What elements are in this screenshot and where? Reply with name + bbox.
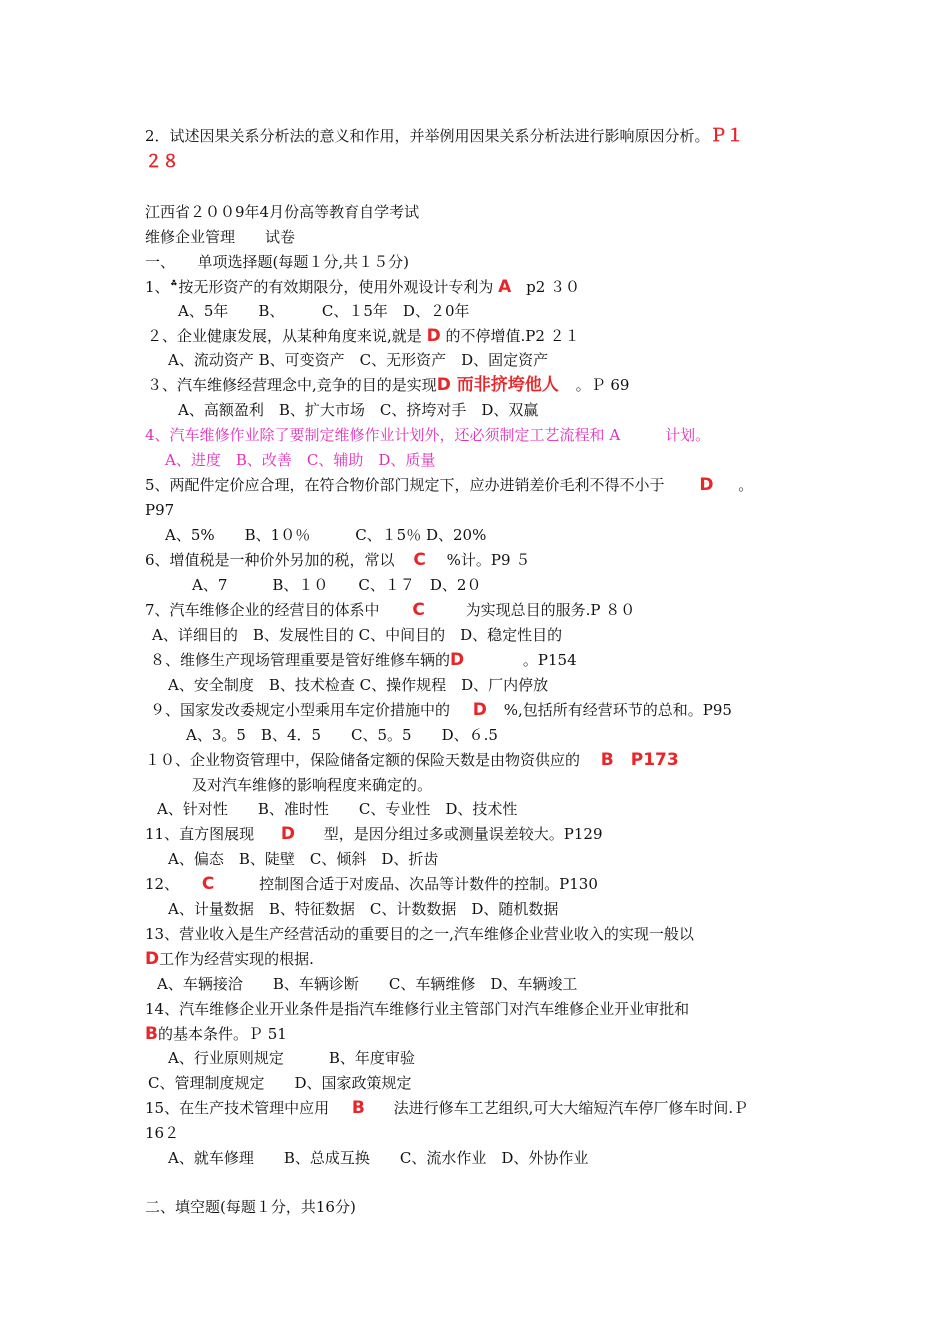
- question-3: [147, 375, 629, 397]
- question-stem-end: 。: [738, 476, 754, 494]
- question-13-continued: [145, 949, 314, 971]
- question-ref: 为实现总目的服务.P ８０: [465, 601, 636, 619]
- question-11: [145, 824, 603, 846]
- question-answer: D 而非挤垮他人: [436, 375, 559, 395]
- question-13-options: A、车辆接洽 B、车辆诊断 C、车辆维修 D、车辆竣工: [157, 975, 578, 993]
- question-stem-end: 工作为经营实现的根据.: [159, 950, 314, 968]
- question-14-options-2: C、管理制度规定 D、国家政策规定: [148, 1074, 412, 1092]
- question-5-ref: P97: [145, 501, 175, 519]
- question-10: [145, 750, 679, 772]
- question-answer: C: [201, 874, 215, 894]
- question-1-options: A、5年 B、 C、１5年 D、２0年: [178, 302, 470, 320]
- question-2-options: A、流动资产 B、可变资产 C、无形资产 D、固定资产: [168, 351, 549, 369]
- question-answer: D: [145, 949, 160, 969]
- question-14: 14、汽车维修企业开业条件是指汽车维修行业主管部门对汽车维修企业开业审批和: [145, 1000, 690, 1018]
- answer-page-ref: Ｐ１: [709, 126, 744, 146]
- question-ref: %,包括所有经营环节的总和。P95: [503, 701, 732, 719]
- question-15-ref: 16２: [145, 1124, 180, 1142]
- question-3-options: A、高额盈利 B、扩大市场 C、挤垮对手 D、双赢: [178, 401, 539, 419]
- question-answer: D: [426, 326, 441, 346]
- question-answer: B: [351, 1098, 365, 1118]
- question-stem-end: 法进行修车工艺组织,可大大缩短汽车停厂修车时间.Ｐ: [393, 1099, 749, 1117]
- question-stem: 6、增值税是一种价外另加的税，常以: [145, 551, 395, 569]
- question-7-options: A、详细目的 B、发展性目的 C、中间目的 D、稳定性目的: [152, 626, 563, 644]
- question-ref: %计。P9 ５: [446, 551, 531, 569]
- question-stem: ９、国家发改委规定小型乘用车定价措施中的: [150, 701, 451, 719]
- question-stem: 12、: [145, 875, 180, 893]
- question-6: [145, 550, 530, 572]
- question-15: [145, 1098, 748, 1120]
- question-stem: 15、在生产技术管理中应用: [145, 1099, 330, 1117]
- question-10-continued: 及对汽车维修的影响程度来确定的。: [192, 776, 433, 794]
- question-14-continued: [145, 1024, 287, 1046]
- question-stem: 7、汽车维修企业的经营目的体系中: [145, 601, 380, 619]
- question-ref: 的不停增值.P2 ２１: [445, 327, 580, 345]
- question-10-options: A、针对性 B、准时性 C、专业性 D、技术性: [157, 800, 518, 818]
- question-ref: 。P154: [522, 651, 577, 669]
- question-stem-end: 的基本条件。Ｐ 51: [157, 1025, 287, 1043]
- question-4-options: A、进度 B、改善 C、辅助 D、质量: [165, 451, 436, 469]
- question-6-options: A、7 B、１０ C、１７ D、2０: [192, 576, 482, 594]
- question-stem: １０、企业物资管理中，保险储备定额的保险天数是由物资供应的: [145, 751, 581, 769]
- question-12: [145, 874, 598, 896]
- question-answer: D: [450, 650, 465, 670]
- question-answer: D: [472, 700, 487, 720]
- section-heading-2: 二、填空题(每题１分，共16分): [145, 1198, 356, 1216]
- question-8-options: A、安全制度 B、技术检查 C、操作规程 D、厂内停放: [168, 676, 549, 694]
- question-8: [150, 650, 577, 672]
- question-9: [150, 700, 732, 722]
- question-answer: A: [498, 277, 512, 297]
- question-stem: 11、直方图展现: [145, 825, 255, 843]
- question-answer: B: [145, 1024, 158, 1044]
- question-answer: D: [280, 824, 295, 844]
- exam-title: 江西省２００9年4月份高等教育自学考试: [145, 203, 420, 221]
- question-14-options: A、行业原则规定 B、年度审验: [168, 1049, 415, 1067]
- question-stem: ３、汽车维修经营理念中,竞争的目的是实现: [147, 376, 437, 394]
- exam-subject: 维修企业管理 试卷: [145, 228, 296, 246]
- question-stem: ２、企业健康发展，从某种角度来说,就是: [147, 327, 422, 345]
- question-4: 4、汽车维修作业除了要制定维修作业计划外，还必须制定工艺流程和 A 计划。: [145, 426, 711, 444]
- question-5-options: A、5% B、1０％ C、１5％ D、20%: [165, 526, 487, 544]
- question-ref: 型，是因分组过多或测量误差较大。P129: [323, 825, 603, 843]
- answer-page-ref-continued: ２８: [145, 152, 179, 172]
- question-stem: 1、؞按无形资产的有效期限分，使用外观设计专利为: [145, 278, 494, 296]
- question-7: [145, 600, 635, 622]
- question-13: 13、营业收入是生产经营活动的重要目的之一,汽车维修企业营业收入的实现一般以: [145, 925, 694, 943]
- question-9-options: A、3。5 B、4．5 C、5。5 D、６.5: [186, 726, 498, 744]
- question-11-options: A、偏态 B、陡壁 C、倾斜 D、折齿: [168, 850, 439, 868]
- question-answer: C: [412, 600, 425, 620]
- question-stem: ８、维修生产现场管理重要是管好维修车辆的: [150, 651, 451, 669]
- question-ref: p2 ３０: [526, 278, 581, 296]
- question-ref: 控制图合适于对废品、次品等计数件的控制。P130: [259, 875, 598, 893]
- question-15-options: A、就车修理 B、总成互换 C、流水作业 D、外协作业: [168, 1149, 589, 1167]
- essay-answer-line: [145, 152, 179, 174]
- question-ref: 。Ｐ 69: [575, 376, 630, 394]
- question-answer: D: [699, 475, 714, 495]
- section-heading-1: 一、 单项选择题(每题１分,共１５分): [145, 253, 409, 271]
- question-answer: B P173: [600, 750, 679, 770]
- question-stem: 5、两配件定价应合理，在符合物价部门规定下，应办进销差价毛利不得不小于: [145, 476, 665, 494]
- question-12-options: A、计量数据 B、特征数据 C、计数数据 D、随机数据: [168, 900, 559, 918]
- question-answer: C: [413, 550, 426, 570]
- essay-question-text: 2．试述因果关系分析法的意义和作用，并举例用因果关系分析法进行影响原因分析。: [145, 127, 710, 145]
- question-5: [145, 475, 753, 497]
- question-2: [147, 326, 580, 348]
- essay-question-2: [145, 126, 744, 148]
- question-1: [145, 277, 580, 299]
